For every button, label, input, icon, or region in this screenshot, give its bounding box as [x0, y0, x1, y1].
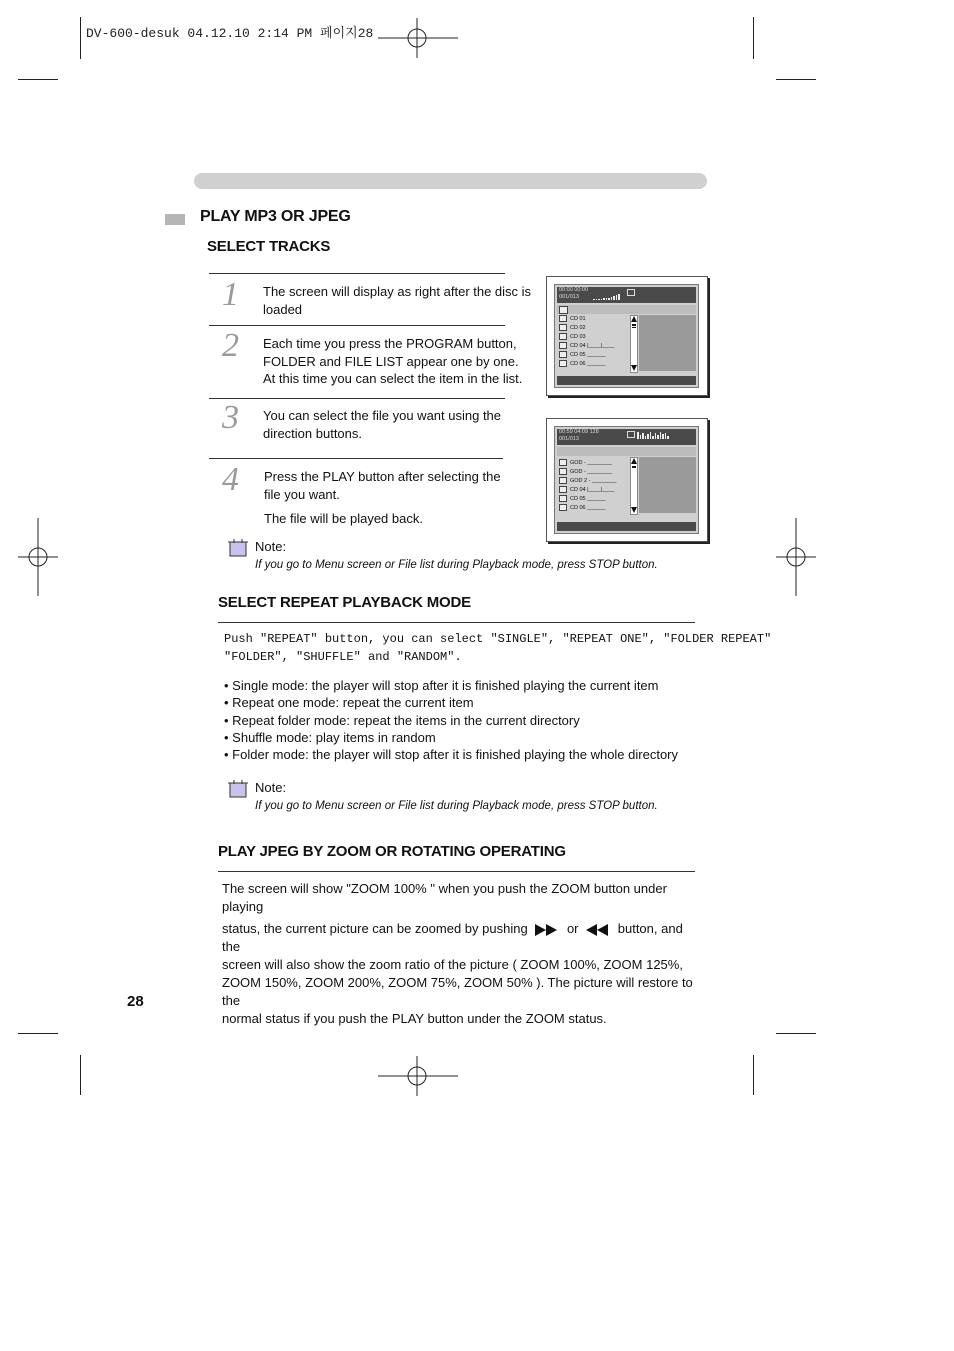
screen-file-list — [557, 315, 629, 375]
step-number: 4 — [222, 461, 239, 498]
divider — [218, 622, 695, 623]
section-marker — [165, 214, 185, 225]
list-item: CD 06 ______ — [559, 504, 605, 511]
step-line: The file will be played back. — [264, 511, 423, 526]
crop-mark — [80, 1055, 81, 1095]
list-item: CD 06 ______ — [559, 360, 605, 367]
list-item: GOD - ________ — [559, 468, 612, 475]
list-item: • Repeat one mode: repeat the current item — [224, 694, 678, 711]
screen-display — [554, 284, 699, 388]
repeat-section-title: SELECT REPEAT PLAYBACK MODE — [218, 594, 471, 611]
divider — [218, 871, 695, 872]
list-item: CD 02 — [559, 324, 586, 331]
list-item: CD 05 ______ — [559, 495, 605, 502]
screen-status-bar — [557, 429, 696, 445]
step-line: The screen will display as right after the disc is — [263, 284, 532, 299]
top-bar — [194, 173, 707, 189]
zoom-paragraph — [222, 880, 702, 1028]
screen-time: 00:59 04:09 128 — [559, 429, 599, 435]
registration-mark-left — [18, 518, 58, 596]
repeat-intro — [224, 631, 771, 666]
crop-mark — [776, 1033, 816, 1034]
registration-mark-right — [776, 518, 816, 596]
note-icon — [228, 780, 248, 798]
step-line: loaded — [263, 301, 303, 317]
folder-icon — [559, 342, 567, 349]
section-subtitle: SELECT TRACKS — [207, 238, 331, 255]
screen-preview — [639, 315, 696, 371]
crop-mark — [776, 79, 816, 80]
screen-file-list — [557, 457, 629, 517]
screen-display — [554, 426, 699, 534]
folder-icon — [559, 315, 567, 322]
divider — [209, 458, 503, 459]
list-item: • Shuffle mode: play items in random — [224, 729, 678, 746]
note-label: Note: — [255, 539, 287, 554]
list-item: GOD 2 - ________ — [559, 477, 616, 484]
folder-icon — [559, 333, 567, 340]
zoom-section-title: PLAY JPEG BY ZOOM OR ROTATING OPERATING — [218, 843, 566, 860]
registration-mark-bottom — [378, 1056, 458, 1096]
music-file-icon — [559, 486, 567, 493]
divider — [209, 325, 505, 326]
list-item: GOD - ________ — [559, 459, 612, 466]
play-icon — [627, 289, 635, 296]
screen-path-bar — [557, 305, 696, 314]
step-line: Press the PLAY button after selecting the — [264, 469, 501, 484]
step-line: direction buttons. — [263, 425, 363, 441]
music-file-icon — [559, 468, 567, 475]
folder-icon — [559, 351, 567, 358]
play-icon — [627, 431, 635, 438]
list-item: CD 04 |____|____ — [559, 486, 614, 493]
section-title: PLAY MP3 OR JPEG — [200, 208, 351, 225]
screen-bottom-bar — [557, 376, 696, 385]
spectrum-icon — [637, 432, 670, 439]
note-label: Note: — [255, 780, 287, 795]
step-text — [264, 468, 501, 528]
intro-line: Push "REPEAT" button, you can select "SINGLE", "REPEAT ONE", "FOLDER REPEAT" — [224, 632, 772, 646]
scroll-arrows-icon — [631, 316, 637, 372]
divider — [209, 398, 505, 399]
screen-time: 00:00 00:00 — [559, 287, 589, 293]
step-number: 2 — [222, 327, 239, 364]
scroll-arrows-icon — [631, 458, 637, 514]
step-line: file you want. — [264, 486, 340, 502]
zoom-line: status, the current picture can be zoomed by pushing or button, and the — [222, 921, 683, 954]
list-item: • Repeat folder mode: repeat the items in the current directory — [224, 712, 678, 729]
screen-file-list-playing — [546, 418, 708, 542]
scrollbar — [630, 315, 638, 373]
fast-forward-icon — [535, 924, 559, 936]
step-text — [263, 283, 531, 318]
crop-mark — [753, 17, 754, 59]
level-meter-icon — [593, 293, 621, 300]
screen-status-bar — [557, 287, 696, 303]
music-file-icon — [559, 477, 567, 484]
list-item: CD 01 — [559, 315, 586, 322]
scrollbar — [630, 457, 638, 515]
step-line: At this time you can select the item in the list. — [263, 371, 523, 386]
list-item: • Single mode: the player will stop after it is finished playing the current item — [224, 677, 678, 694]
repeat-mode-list — [224, 677, 678, 763]
folder-icon — [559, 324, 567, 331]
rewind-icon — [586, 924, 610, 936]
list-item: CD 05 ______ — [559, 351, 605, 358]
folder-icon — [559, 306, 568, 314]
note-text: If you go to Menu screen or File list during Playback mode, press STOP button. — [255, 559, 658, 571]
zoom-line: The screen will show "ZOOM 100% " when you push the ZOOM button under playing — [222, 881, 667, 914]
screen-track: 001/013 — [559, 435, 579, 442]
screen-folder-list — [546, 276, 708, 396]
note-text: If you go to Menu screen or File list during Playback mode, press STOP button. — [255, 800, 658, 812]
divider — [209, 273, 505, 274]
screen-track: 001/013 — [559, 293, 579, 300]
list-item: CD 04 |____|____ — [559, 342, 614, 349]
zoom-line: normal status if you push the PLAY button under the ZOOM status. — [222, 1011, 607, 1026]
step-text — [263, 335, 522, 388]
step-text — [263, 407, 501, 442]
music-file-icon — [559, 504, 567, 511]
step-line: Each time you press the PROGRAM button, — [263, 336, 517, 351]
crop-mark — [80, 17, 81, 59]
screen-path-bar — [557, 447, 696, 456]
crop-mark — [753, 1055, 754, 1095]
crop-mark — [18, 79, 58, 80]
crop-mark — [18, 1033, 58, 1034]
intro-line: "FOLDER", "SHUFFLE" and "RANDOM". — [224, 649, 462, 664]
music-file-icon — [559, 495, 567, 502]
step-line: You can select the file you want using the — [263, 408, 502, 423]
step-line: FOLDER and FILE LIST appear one by one. — [263, 353, 519, 369]
page-number: 28 — [127, 993, 144, 1010]
step-number: 3 — [222, 399, 239, 436]
music-file-icon — [559, 459, 567, 466]
step-number: 1 — [222, 276, 239, 313]
folder-icon — [559, 360, 567, 367]
list-item: • Folder mode: the player will stop after it is finished playing the whole directory — [224, 746, 678, 763]
list-item: CD 03 — [559, 333, 586, 340]
print-header: DV-600-desuk 04.12.10 2:14 PM 페이지28 — [86, 26, 374, 41]
note-icon — [228, 539, 248, 557]
screen-bottom-bar — [557, 522, 696, 531]
registration-mark-top — [378, 18, 458, 58]
zoom-line: ZOOM 150%, ZOOM 200%, ZOOM 75%, ZOOM 50% ). The picture will restore to the — [222, 975, 693, 1008]
zoom-line: screen will also show the zoom ratio of the picture ( ZOOM 100%, ZOOM 125%, — [222, 957, 683, 972]
screen-preview — [639, 457, 696, 513]
